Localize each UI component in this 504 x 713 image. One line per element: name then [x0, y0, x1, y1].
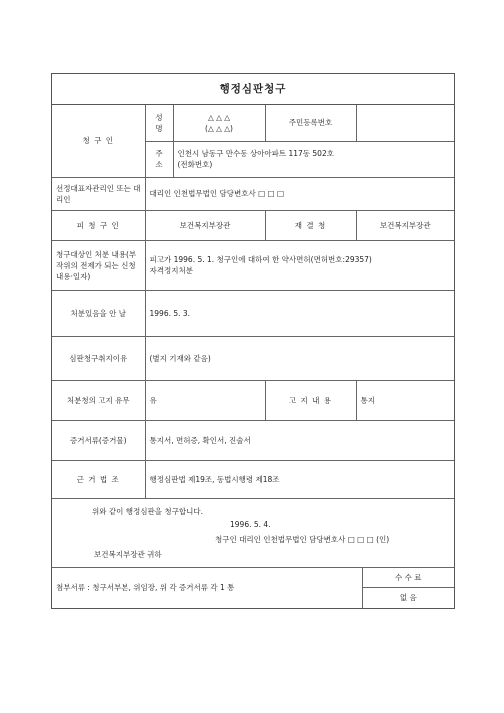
resident-number-label: 주민등록번호	[265, 105, 356, 141]
date-known-label: 처분있음을 안 날	[52, 290, 145, 336]
declaration-signature: 청구인 대리인 인천법무법인 담당변호사 □ □ □ (인)	[215, 534, 390, 544]
disposition-value-line1: 피고가 1996. 5. 1. 청구인에 대하여 한 약사면허(면허번호:29357)	[149, 255, 372, 264]
name-value-line1: △ △ △	[207, 112, 231, 122]
claimant-label: 청 구 인	[52, 105, 145, 177]
address-label: 주 소	[145, 141, 173, 177]
resident-number-value	[356, 105, 454, 141]
respondent-label: 피 청 구 인	[52, 210, 145, 240]
attachments-table	[52, 568, 454, 608]
disposition-value	[145, 240, 454, 290]
respondent-value: 보건복지부장관	[145, 210, 265, 240]
fee-label: 수 수 료	[362, 568, 454, 588]
notice-label: 처분청의 고지 유무	[52, 380, 145, 420]
declaration-addressee: 보건복지부장관 귀하	[94, 549, 162, 559]
representative-value: 대리인 인천법무법인 담당변호사 □ □ □	[145, 177, 454, 210]
fee-value: 없 음	[362, 588, 454, 608]
evidence-label: 증거서류(증거물)	[52, 420, 145, 460]
appeal-purpose-value: (별지 기재와 같음)	[145, 336, 454, 380]
evidence-value: 통지서, 면허증, 확인서, 진술서	[145, 420, 454, 460]
notice-content-value: 통지	[356, 380, 454, 420]
representative-label: 선정대표자관리인 또는 대리인	[52, 177, 145, 210]
declaration-request: 위와 같이 행정심판을 청구합니다.	[92, 506, 203, 516]
legal-basis-label: 근 거 법 조	[52, 460, 145, 498]
address-value-line1: 인천시 남동구 만수동 상아아파트 117동 502호	[177, 149, 334, 158]
address-value	[173, 141, 454, 177]
notice-content-label: 고 지 내 용	[265, 380, 356, 420]
notice-value: 유	[145, 380, 265, 420]
adjudicator-value: 보건복지부장관	[356, 210, 454, 240]
form-title: 행정심판청구	[52, 74, 454, 105]
declaration-section	[52, 499, 454, 568]
name-value-line2: (△ △ △)	[205, 123, 233, 133]
attachments-text: 첨부서류 : 청구서부본, 위임장, 위 각 증거서류 각 1 통	[52, 568, 362, 608]
legal-basis-value: 행정심판법 제19조, 동법시행령 제18조	[145, 460, 454, 498]
adjudicator-label: 재 결 청	[265, 210, 356, 240]
appeal-purpose-label: 심판청구취지이유	[52, 336, 145, 380]
declaration-date: 1996. 5. 4.	[230, 519, 271, 529]
administrative-appeal-form	[51, 73, 455, 609]
disposition-label: 청구대상인 처분 내용(부작위의 전제가 되는 신청내용·일자)	[52, 240, 145, 290]
form-table	[52, 105, 454, 499]
disposition-value-line2: 자격정지처분	[149, 266, 193, 275]
name-value	[173, 105, 265, 141]
address-value-line2: (전화번호)	[177, 160, 213, 169]
date-known-value: 1996. 5. 3.	[145, 290, 454, 336]
name-label: 성 명	[145, 105, 173, 141]
